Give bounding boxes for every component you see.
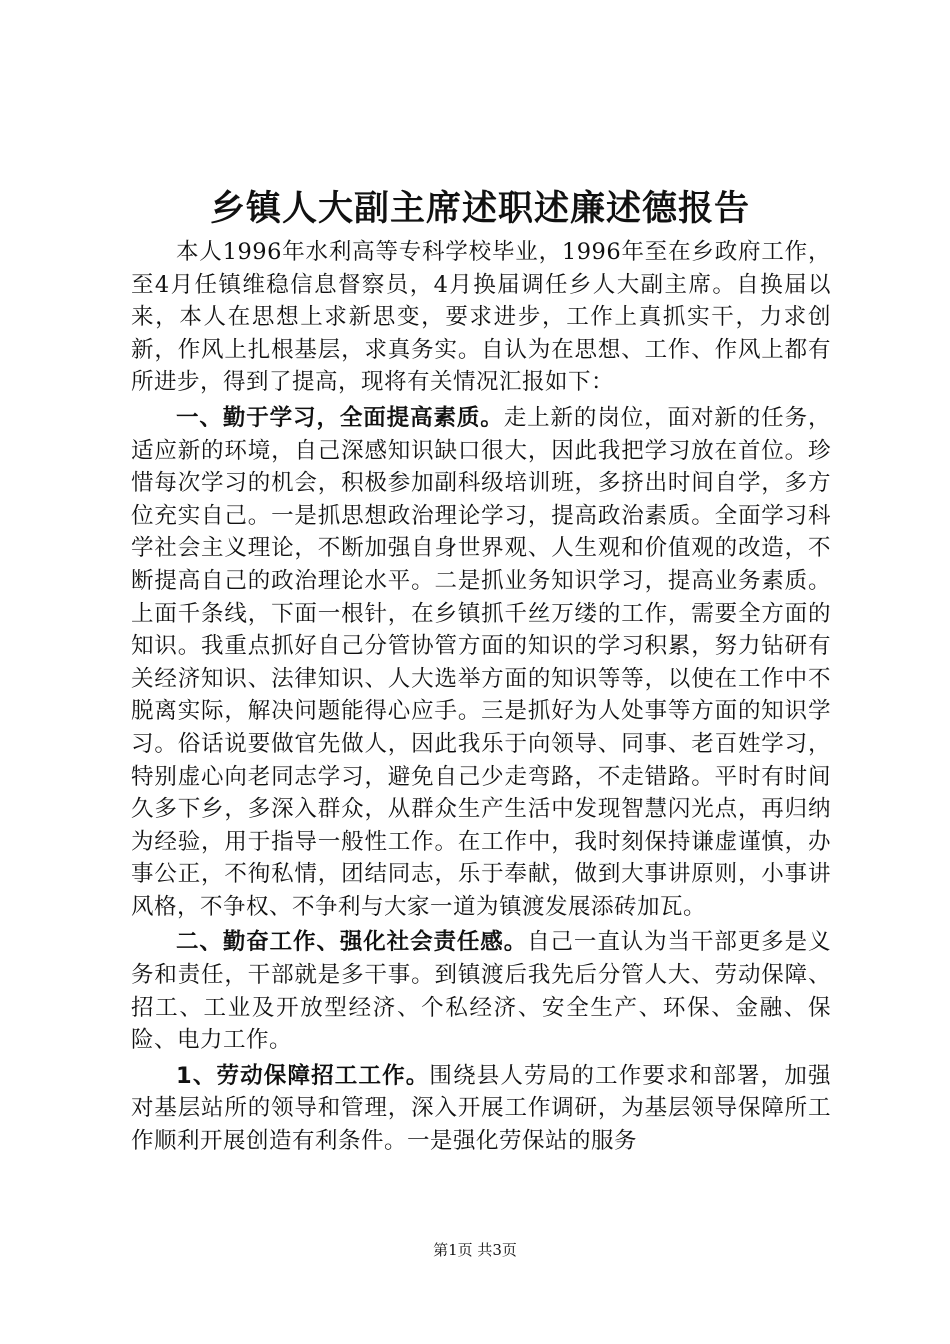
page-footer: 第1页 共3页 <box>433 1241 517 1259</box>
paragraph-text: 围绕县人劳局的工作要求和部署，加强对基层站所的领导和管理，深入开展工作调研，为基层领导保障所工作顺利开展创造有利条件。一是强化劳保站的服务 <box>131 1062 831 1155</box>
document-title: 乡镇人大副主席述职述廉述德报告 <box>209 189 750 229</box>
paragraph-text: 本人1996年水利高等专科学校毕业，1996年至在乡政府工作，至4月任镇维稳信息督察员，4月换届调任乡人大副主席。自换届以来，本人在思想上求新思变，要求进步，工作上真抓实干，力求创新，作风上扎根基层，求真务实。自认为在思想、工作、作风上都有所进步，得到了提高，现将有关情况汇报如下： <box>131 239 831 396</box>
section-heading: 一、勤于学习，全面提高素质。 <box>176 404 504 431</box>
document-body <box>131 236 831 1158</box>
subsection-heading: 1、劳动保障招工工作。 <box>176 1062 430 1089</box>
paragraph-section-work <box>131 926 831 1056</box>
paragraph-intro <box>131 236 831 399</box>
section-heading: 二、勤奋工作、强化社会责任感。 <box>176 929 528 956</box>
paragraph-text: 走上新的岗位，面对新的任务，适应新的环境，自己深感知识缺口很大，因此我把学习放在首位。珍惜每次学习的机会，积极参加副科级培训班，多挤出时间自学，多方位充实自己。一是抓思想政治理论学习，提高政治素质。全面学习科学社会主义理论，不断加强自身世界观、人生观和价值观的改造，不断提高自己的政治理论水平。二是抓业务知识学习，提高业务素质。上面千条线，下面一根针，在乡镇抓千丝万缕的工作，需要全方面的知识。我重点抓好自己分管协管方面的知识的学习积累，努力钻研有关经济知识、法律知识、人大选举方面的知识等等，以使在工作中不脱离实际，解决问题能得心应手。三是抓好为人处事等方面的知识学习。俗话说要做官先做人，因此我乐于向领导、同事、老百姓学习，特别虚心向老同志学习，避免自己少走弯路，不走错路。平时有时间久多下乡，多深入群众，从群众生产生活中发现智慧闪光点，再归纳为经验，用于指导一般性工作。在工作中，我时刻保持谦虚谨慎，办事公正，不徇私情，团结同志，乐于奉献，做到大事讲原则，小事讲风格，不争权、不争利与大家一道为镇渡发展添砖加瓦。 <box>131 404 831 920</box>
paragraph-text: 自己一直认为当干部更多是义务和责任，干部就是多干事。到镇渡后我先后分管人大、劳动保障、招工、工业及开放型经济、个私经济、安全生产、环保、金融、保险、电力工作。 <box>131 929 831 1054</box>
paragraph-subsection-labor <box>131 1060 831 1158</box>
paragraph-section-study <box>131 402 831 924</box>
